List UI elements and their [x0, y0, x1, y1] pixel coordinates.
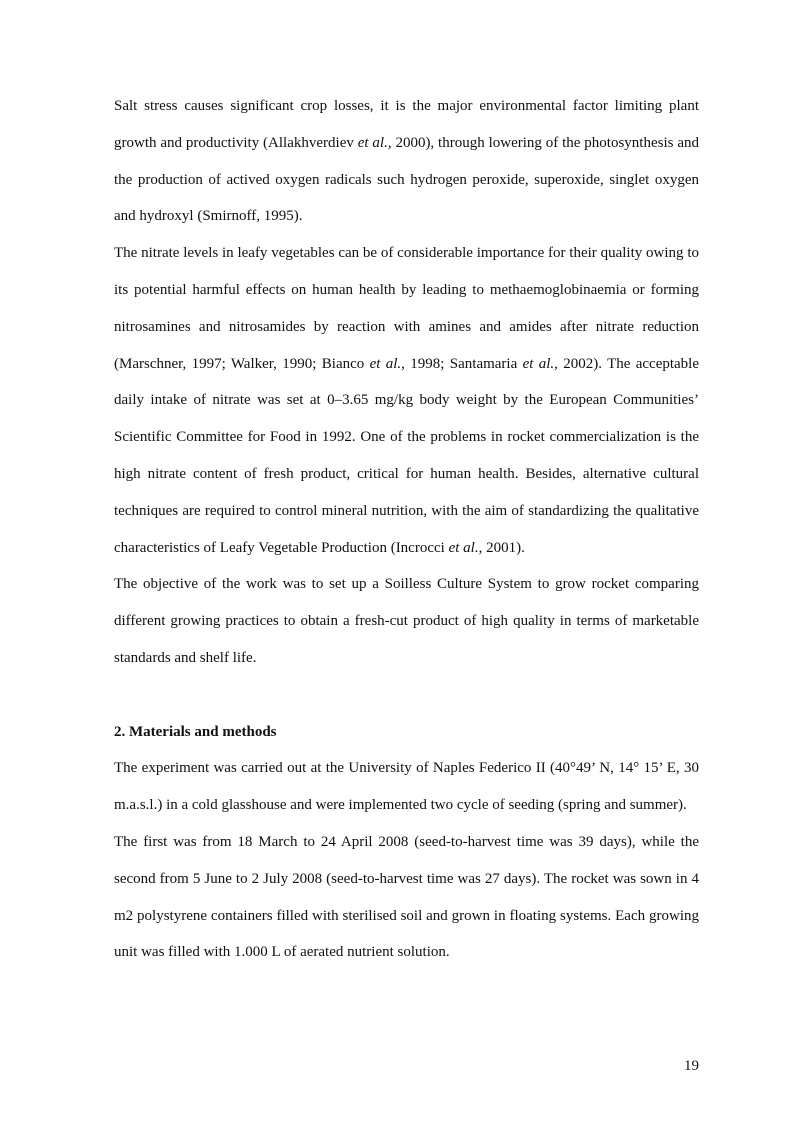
page-body — [114, 88, 699, 971]
paragraph-nitrate-levels: The nitrate levels in leafy vegetables can be of considerable importance for their quality owing to its potential harmful effects on human health by leading to methaemoglobinaemia or forming nitrosamines and nitrosamides by reaction with amines and amides after nitrate reduction (Marschner, 1997; Walker, 1990; Bianco et al., 1998; Santamaria et al., 2002). The acceptable daily intake of nitrate was set at 0–3.65 mg/kg body weight by the European Communities’ Scientific Committee for Food in 1992. One of the problems in rocket commercialization is the high nitrate content of fresh product, critical for human health. Besides, alternative cultural techniques are required to control mineral nutrition, with the aim of standardizing the qualitative characteristics of Leafy Vegetable Production (Incrocci et al., 2001). — [114, 245, 700, 556]
section-gap — [114, 677, 699, 714]
paragraph-cycles: The first was from 18 March to 24 April 2008 (seed-to-harvest time was 39 days), while the second from 5 June to 2 July 2008 (seed-to-harvest time was 27 days). The rocket was sown in 4 m2 polystyrene containers filled with sterilised soil and grown in floating systems. Each growing unit was filled with 1.000 L of aerated nutrient solution. — [114, 833, 699, 961]
page-number: 19 — [684, 1058, 699, 1074]
paragraph-salt-stress: Salt stress causes significant crop losses, it is the major environmental factor limiting plant growth and productivity (Allakhverdiev et al., 2000), through lowering of the photosynthesis and the production of actived oxygen radicals such hydrogen peroxide, superoxide, singlet oxygen and hydroxyl (Smirnoff, 1995). — [114, 98, 699, 225]
paragraph-objective: The objective of the work was to set up a Soilless Culture System to grow rocket comparing different growing practices to obtain a fresh-cut product of high quality in terms of marketable standards and shelf life. — [114, 576, 699, 666]
section-heading: 2. Materials and methods — [114, 723, 277, 740]
paragraph-experiment: The experiment was carried out at the University of Naples Federico II (40°49’ N, 14° 15’ E, 30 m.a.s.l.) in a cold glasshouse and were implemented two cycle of seeding (spring and summer). — [114, 760, 699, 814]
